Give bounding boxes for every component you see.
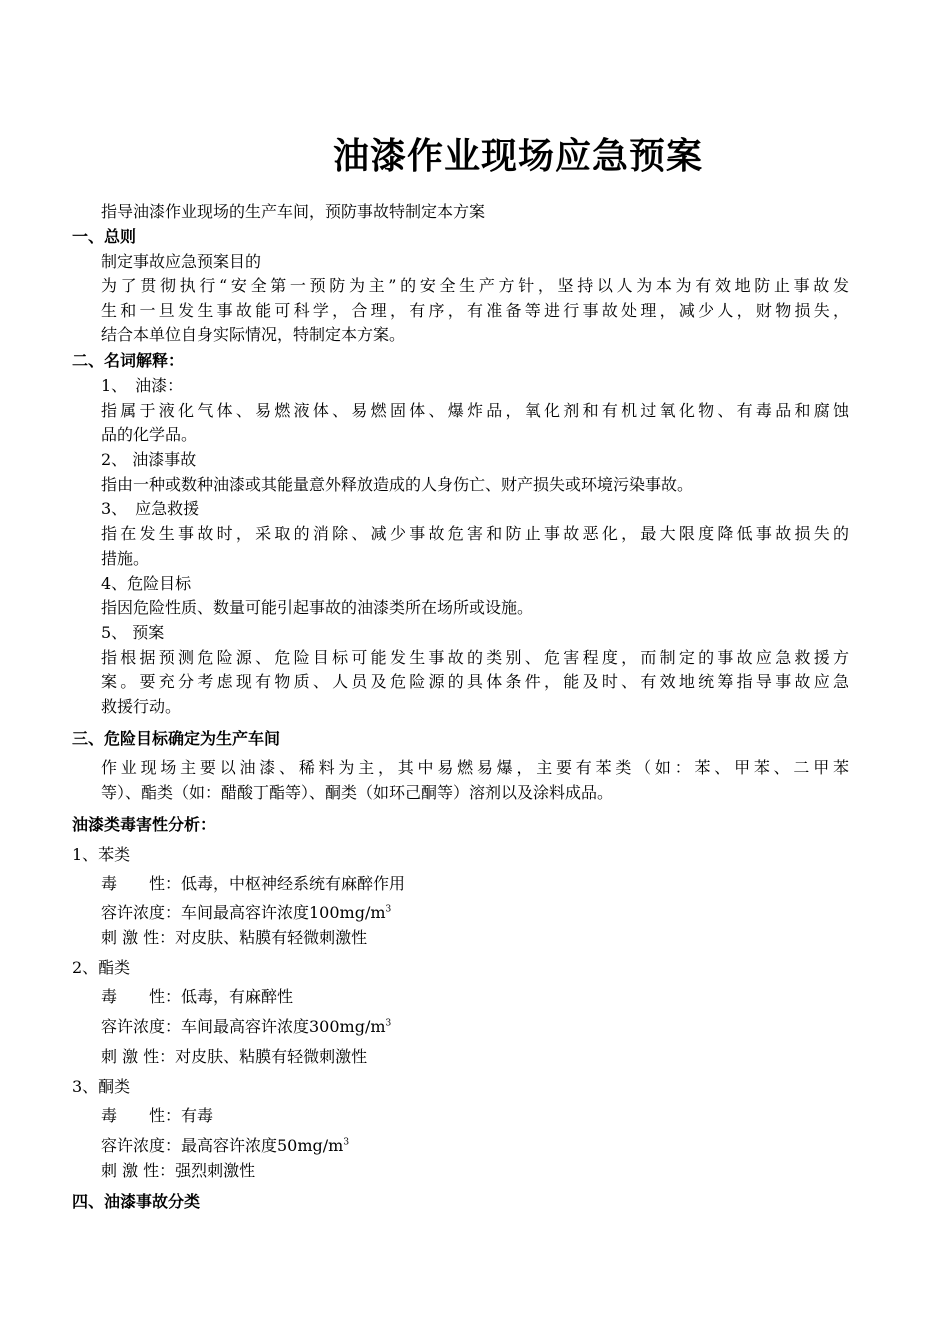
section-3-paragraph-line-2: 等）、酯类（如：醋酸丁酯等）、酮类（如环己酮等）溶剂以及涂料成品。 [101,783,614,802]
ketone-title: 3、酮类 [72,1077,131,1096]
ester-irritation: 刺 激 性：对皮肤、粘膜有轻微刺激性 [101,1047,368,1066]
term-5-title: 5、 预案 [101,623,165,642]
section-4-heading: 四、油漆事故分类 [72,1192,201,1211]
benzene-title: 1、苯类 [72,845,131,864]
benzene-irritation: 刺 激 性：对皮肤、粘膜有轻微刺激性 [101,928,368,947]
section-3-heading: 三、危险目标确定为生产车间 [72,729,281,748]
term-1-definition-line-1: 指属于液化气体、易燃液体、易燃固体、爆炸品，氧化剂和有机过氧化物、有毒品和腐蚀 [101,401,849,420]
benzene-limit [101,903,391,923]
section-2-heading: 二、名词解释： [72,351,185,370]
term-5-definition-line-1: 指根据预测危险源、危险目标可能发生事故的类别、危害程度，而制定的事故应急救援方 [101,648,849,667]
term-1-title: 1、 油漆： [101,376,184,395]
ketone-limit-text: 容许浓度：最高容许浓度50mg/m [101,1136,344,1155]
ester-limit-text: 容许浓度：车间最高容许浓度300mg/m [101,1017,386,1036]
term-3-definition-line-2: 措施。 [101,549,150,568]
section-1-paragraph-line-3: 结合本单位自身实际情况，特制定本方案。 [101,325,406,344]
toxicity-heading: 油漆类毒害性分析： [72,815,217,834]
document-title: 油漆作业现场应急预案 [333,136,704,177]
ketone-toxicity: 毒 性：有毒 [101,1106,214,1125]
section-1-paragraph-line-1: 为了贯彻执行“安全第一预防为主”的安全生产方针，坚持以人为本为有效地防止事故发 [101,276,849,295]
cubic-superscript: 3 [385,904,392,915]
cubic-superscript: 3 [343,1137,350,1148]
term-3-definition-line-1: 指在发生事故时，采取的消除、减少事故危害和防止事故恶化，最大限度降低事故损失的 [101,524,849,543]
ester-title: 2、酯类 [72,958,131,977]
term-5-definition-line-2: 案。要充分考虑现有物质、人员及危险源的具体条件，能及时、有效地统筹指导事故应急 [101,672,849,691]
term-1-definition-line-2: 品的化学品。 [101,425,198,444]
section-1-subheading: 制定事故应急预案目的 [101,252,262,271]
ester-limit [101,1017,391,1037]
term-3-title: 3、 应急救援 [101,499,200,518]
ester-toxicity: 毒 性：低毒，有麻醉性 [101,987,294,1006]
cubic-superscript: 3 [385,1018,392,1029]
term-2-definition: 指由一种或数种油漆或其能量意外释放造成的人身伤亡、财产损失或环境污染事故。 [101,475,694,494]
ketone-limit [101,1136,349,1156]
benzene-limit-text: 容许浓度：车间最高容许浓度100mg/m [101,903,386,922]
term-4-title: 4、危险目标 [101,574,192,593]
term-2-title: 2、 油漆事故 [101,450,197,469]
section-1-paragraph-line-2: 生和一旦发生事故能可科学，合理，有序，有准备等进行事故处理，减少人，财物损失， [101,301,849,320]
benzene-toxicity: 毒 性：低毒，中枢神经系统有麻醉作用 [101,874,406,893]
ketone-irritation: 刺 激 性：强烈刺激性 [101,1161,256,1180]
section-1-heading: 一、总则 [72,227,137,246]
intro-text: 指导油漆作业现场的生产车间，预防事故特制定本方案 [101,202,486,221]
term-4-definition: 指因危险性质、数量可能引起事故的油漆类所在场所或设施。 [101,598,534,617]
term-5-definition-line-3: 救援行动。 [101,697,182,716]
section-3-paragraph-line-1: 作业现场主要以油漆、稀料为主，其中易燃易爆，主要有苯类（如：苯、甲苯、二甲苯 [101,758,849,777]
